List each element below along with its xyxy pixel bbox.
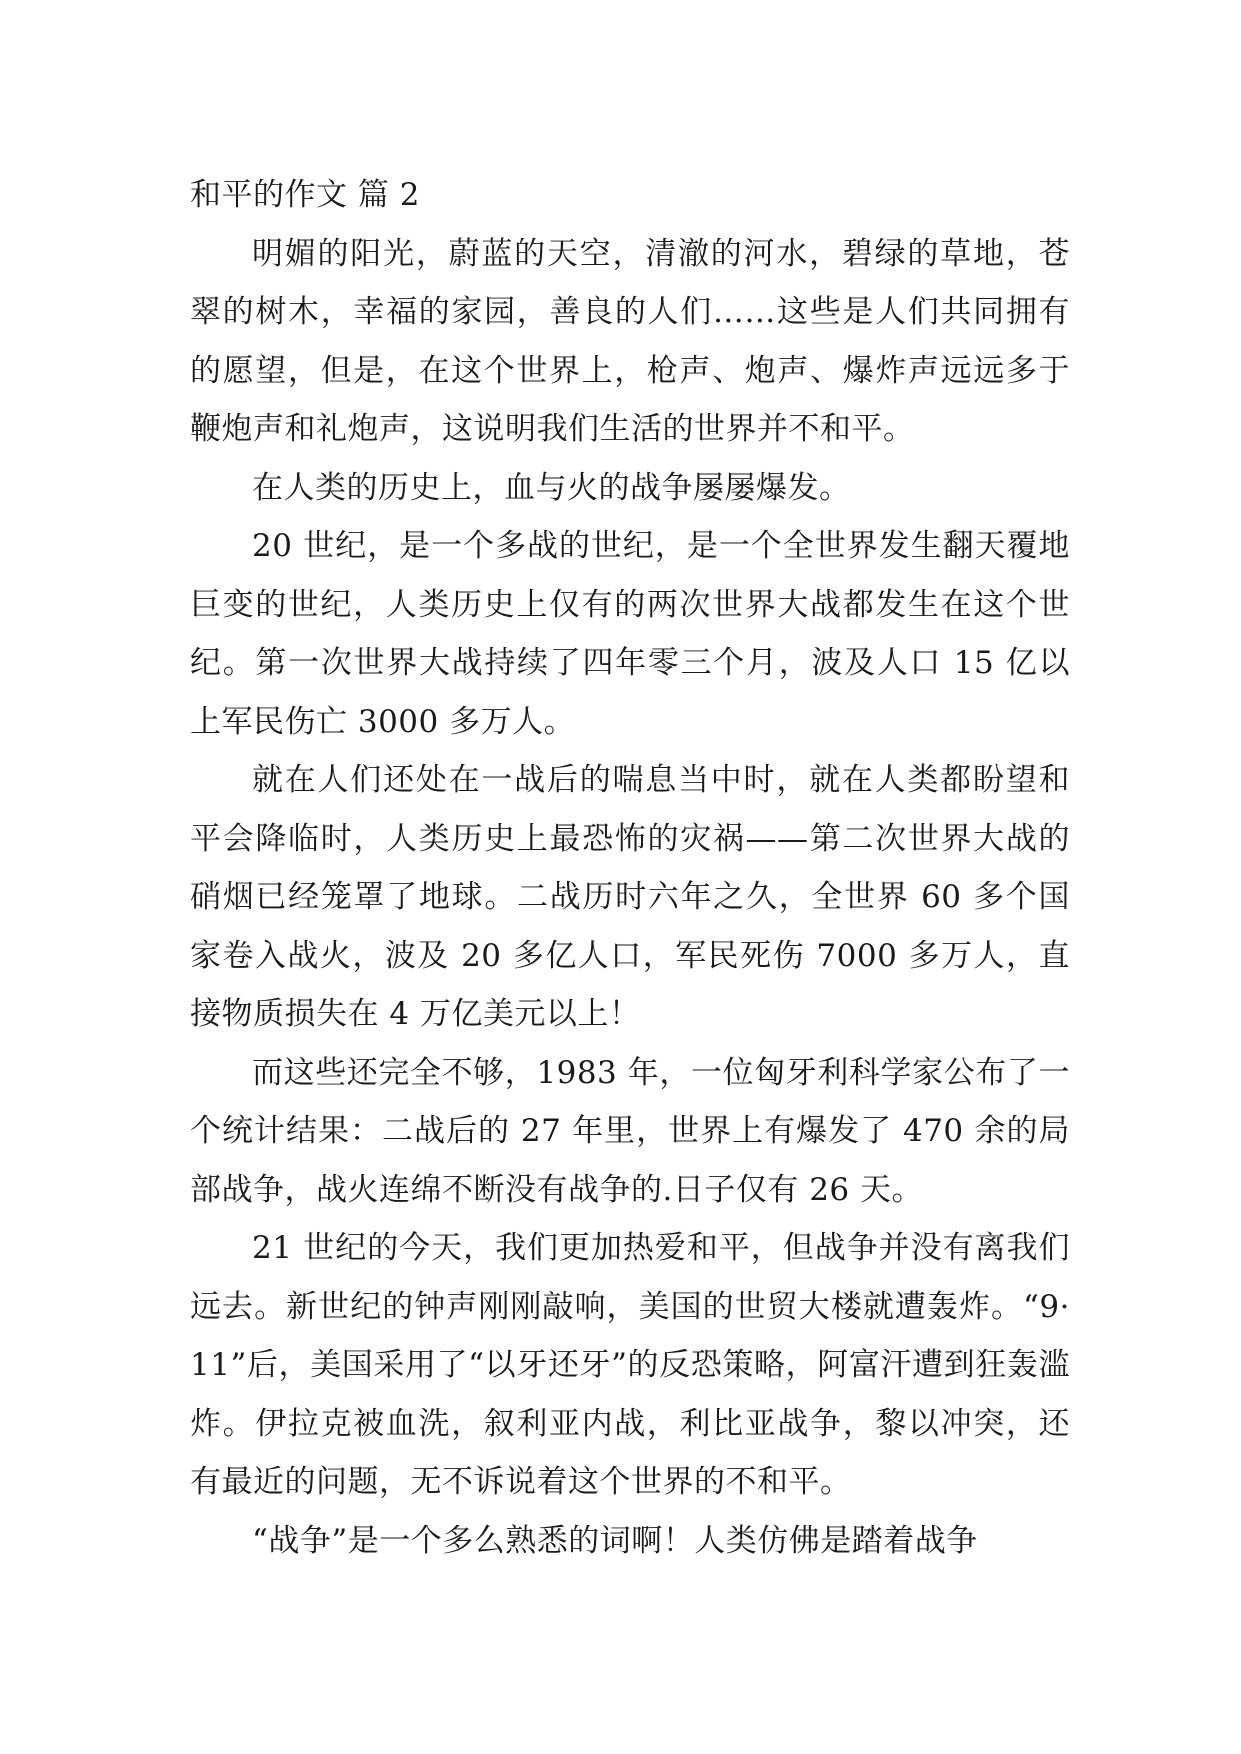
paragraph-5: 而这些还完全不够，1983 年，一位匈牙利科学家公布了一个统计结果：二战后的 27 年里，世界上有爆发了 470 余的局部战争，战火连绵不断没有战争的.日子仅有 26 天。 xyxy=(190,1054,1070,1208)
paragraph-6: 21 世纪的今天，我们更加热爱和平，但战争并没有离我们远去。新世纪的钟声刚刚敲响，美国的世贸大楼就遭轰炸。“9·11”后，美国采用了“以牙还牙”的反恐策略，阿富汗遭到狂轰滥炸。伊拉克被血洗，叙利亚内战，利比亚战争，黎以冲突，还有最近的问题，无不诉说着这个世界的不和平。 xyxy=(190,1230,1070,1500)
paragraph-4: 就在人们还处在一战后的喘息当中时，就在人类都盼望和平会降临时，人类历史上最恐怖的灾祸——第二次世界大战的硝烟已经笼罩了地球。二战历时六年之久，全世界 60 多个国家卷入战火，波及 20 多亿人口，军民死伤 7000 多万人，直接物质损失在 4 万亿美元以上！ xyxy=(190,762,1070,1032)
paragraph-2: 在人类的历史上，血与火的战争屡屡爆发。 xyxy=(252,469,851,506)
paragraph-1: 明媚的阳光，蔚蓝的天空，清澈的河水，碧绿的草地，苍翠的树木，幸福的家园，善良的人们……这些是人们共同拥有的愿望，但是，在这个世界上，枪声、炮声、爆炸声远远多于鞭炮声和礼炮声，这说明我们生活的世界并不和平。 xyxy=(190,235,1070,447)
paragraph-7: “战争”是一个多么熟悉的词啊！人类仿佛是踏着战争 xyxy=(252,1522,978,1559)
article-title: 和平的作文 篇 2 xyxy=(190,177,420,213)
paragraph-3: 20 世纪，是一个多战的世纪，是一个全世界发生翻天覆地巨变的世纪，人类历史上仅有的两次世界大战都发生在这个世纪。第一次世界大战持续了四年零三个月，波及人口 15 亿以上军民伤亡 3000 多万人。 xyxy=(190,528,1070,740)
article-body xyxy=(190,166,1070,1570)
